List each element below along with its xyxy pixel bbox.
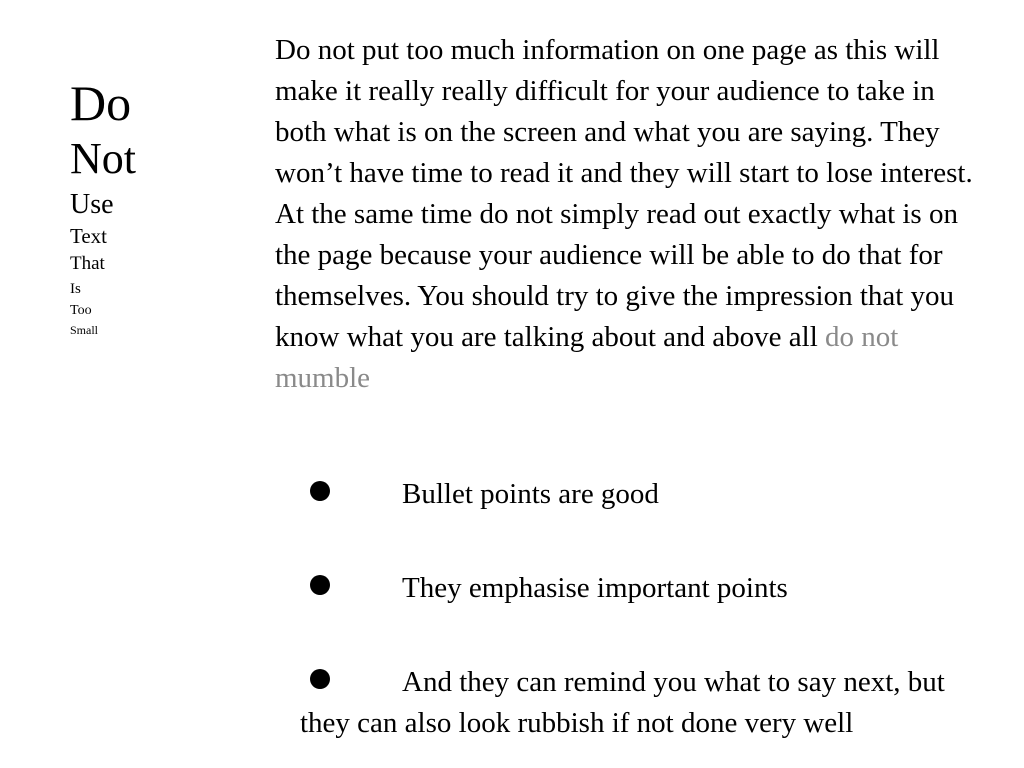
- paragraph-highlight-text: do not mumble: [275, 321, 899, 394]
- title-word-not: Not: [70, 134, 136, 183]
- bullet-text-3: And they can remind you what to say next, but they can also look rubbish if not done very well: [300, 666, 945, 739]
- bullet-item-1: [300, 474, 990, 515]
- bullet-item-2: [300, 568, 990, 609]
- shrinking-title: [70, 76, 230, 339]
- title-word-that: That: [70, 253, 105, 274]
- title-word-is: Is: [70, 281, 81, 297]
- filled-circle-icon: [310, 575, 330, 595]
- title-word-text: Text: [70, 224, 108, 248]
- filled-circle-icon: [310, 481, 330, 501]
- title-word-do: Do: [70, 75, 132, 131]
- bullet-text-2: They emphasise important points: [402, 572, 788, 604]
- title-word-too: Too: [70, 303, 92, 318]
- paragraph-main-text: Do not put too much information on one page as this will make it really really difficult for your audience to take in both what is on the screen and what you are saying. They won’t have time to read it and they will start to lose interest. At the same time do not simply read out exactly what is on the page because your audience will be able to do that for themselves. You should try to give the impression that you know what you are talking about and above all: [275, 34, 973, 353]
- bullet-list: [300, 474, 990, 768]
- title-word-use: Use: [70, 189, 114, 220]
- bullet-text-1: Bullet points are good: [402, 478, 659, 510]
- filled-circle-icon: [310, 669, 330, 689]
- body-paragraph: [275, 30, 975, 399]
- title-word-small: Small: [70, 323, 99, 337]
- bullet-item-3: [300, 662, 990, 744]
